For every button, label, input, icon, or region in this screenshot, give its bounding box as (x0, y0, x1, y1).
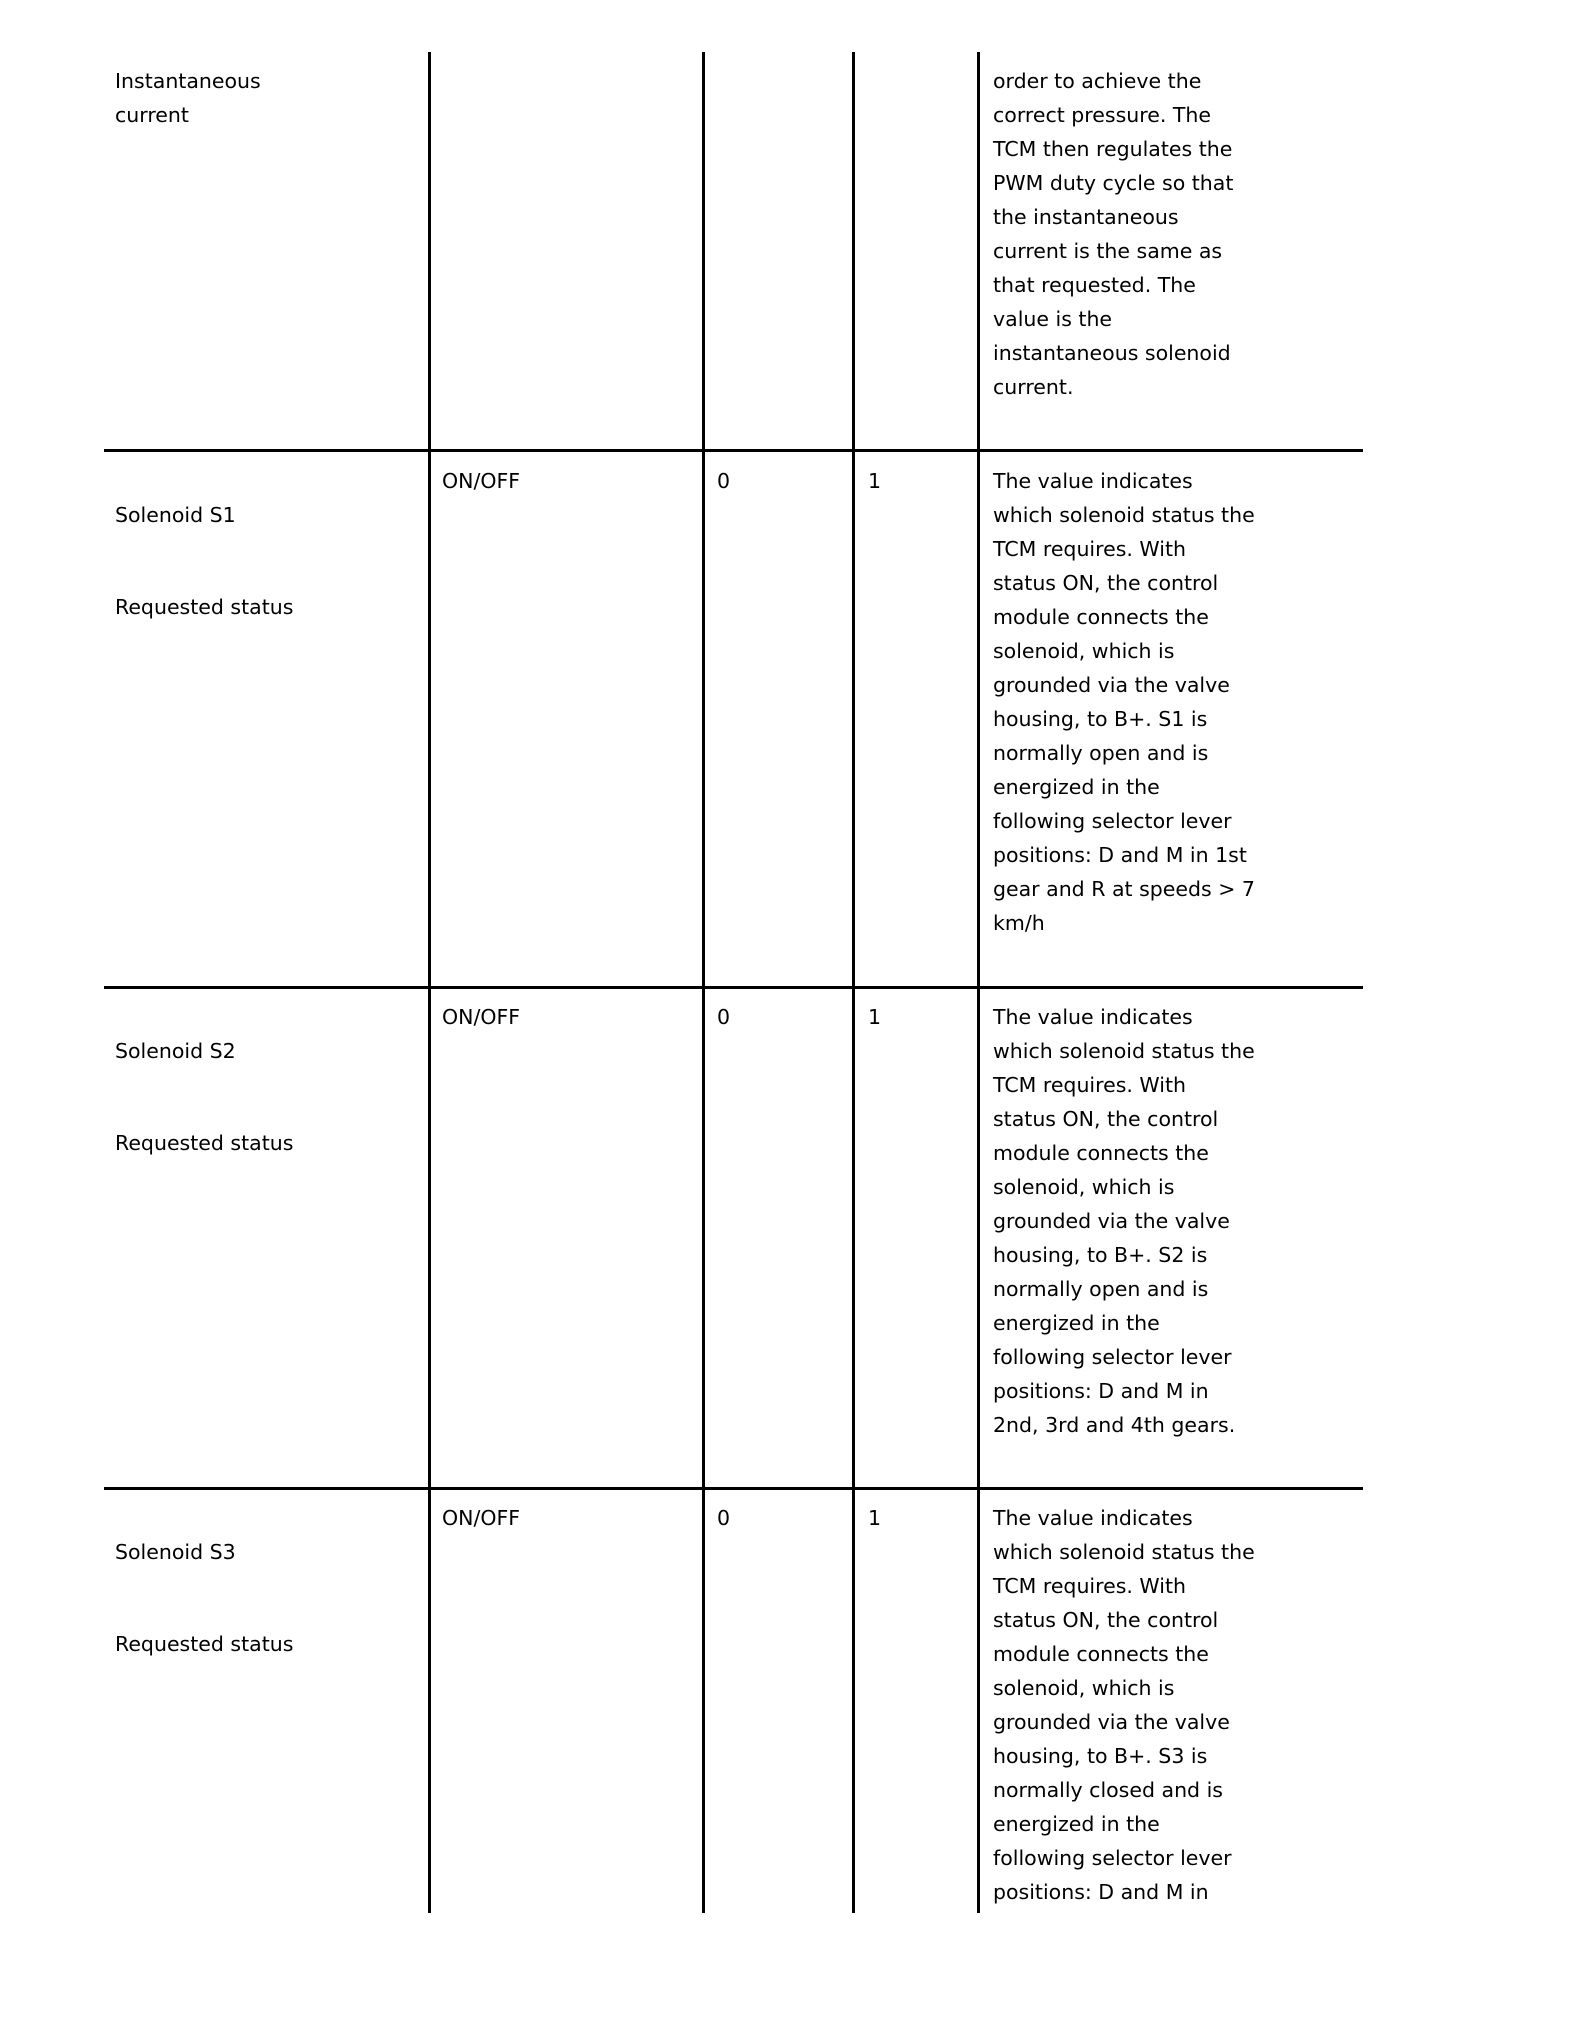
table-row-parameter-name (115, 1000, 415, 1194)
parameter-name: Solenoid S3 (115, 1540, 236, 1564)
table-row-parameter-name (115, 464, 415, 658)
column-divider (977, 52, 980, 1913)
row-divider (104, 986, 1363, 989)
table-row-unit: ON/OFF (442, 1005, 521, 1029)
table-row-min: 0 (717, 469, 731, 493)
parameter-name: Solenoid S2 (115, 1039, 236, 1063)
table-row-description: The value indicates which solenoid status the TCM requires. With status ON, the control module connects the solenoid, which is grounded via the valve housing, to B+. S3 is normally closed and is energized in the following selector lever positions: D and M in (993, 1506, 1255, 1904)
column-divider (852, 52, 855, 1913)
parameter-subtitle: Requested status (115, 595, 294, 619)
table-row-unit: ON/OFF (442, 1506, 521, 1530)
table-row-description: order to achieve the correct pressure. The TCM then regulates the PWM duty cycle so that the instantaneous current is the same as that requested. The value is the instantaneous solenoid current. (993, 69, 1234, 399)
table-row-min: 0 (717, 1506, 731, 1530)
table-row-min: 0 (717, 1005, 731, 1029)
table-row-parameter-name: Instantaneous current (115, 69, 261, 127)
table-row-parameter-name (115, 1501, 415, 1695)
parameter-subtitle: Requested status (115, 1632, 294, 1656)
column-divider (702, 52, 705, 1913)
table-row-description: The value indicates which solenoid status the TCM requires. With status ON, the control module connects the solenoid, which is grounded via the valve housing, to B+. S1 is normally open and is energized in the following selector lever positions: D and M in 1st gear and R at speeds > 7 km/h (993, 469, 1255, 935)
parameter-subtitle: Requested status (115, 1131, 294, 1155)
column-divider (428, 52, 431, 1913)
row-divider (104, 1487, 1363, 1490)
table-row-unit: ON/OFF (442, 469, 521, 493)
parameter-name: Solenoid S1 (115, 503, 236, 527)
table-row-max: 1 (868, 1506, 882, 1530)
table-row-max: 1 (868, 469, 882, 493)
table-row-max: 1 (868, 1005, 882, 1029)
row-divider (104, 449, 1363, 452)
table-row-description: The value indicates which solenoid status the TCM requires. With status ON, the control module connects the solenoid, which is grounded via the valve housing, to B+. S2 is normally open and is energized in the following selector lever positions: D and M in 2nd, 3rd and 4th gears. (993, 1005, 1255, 1437)
